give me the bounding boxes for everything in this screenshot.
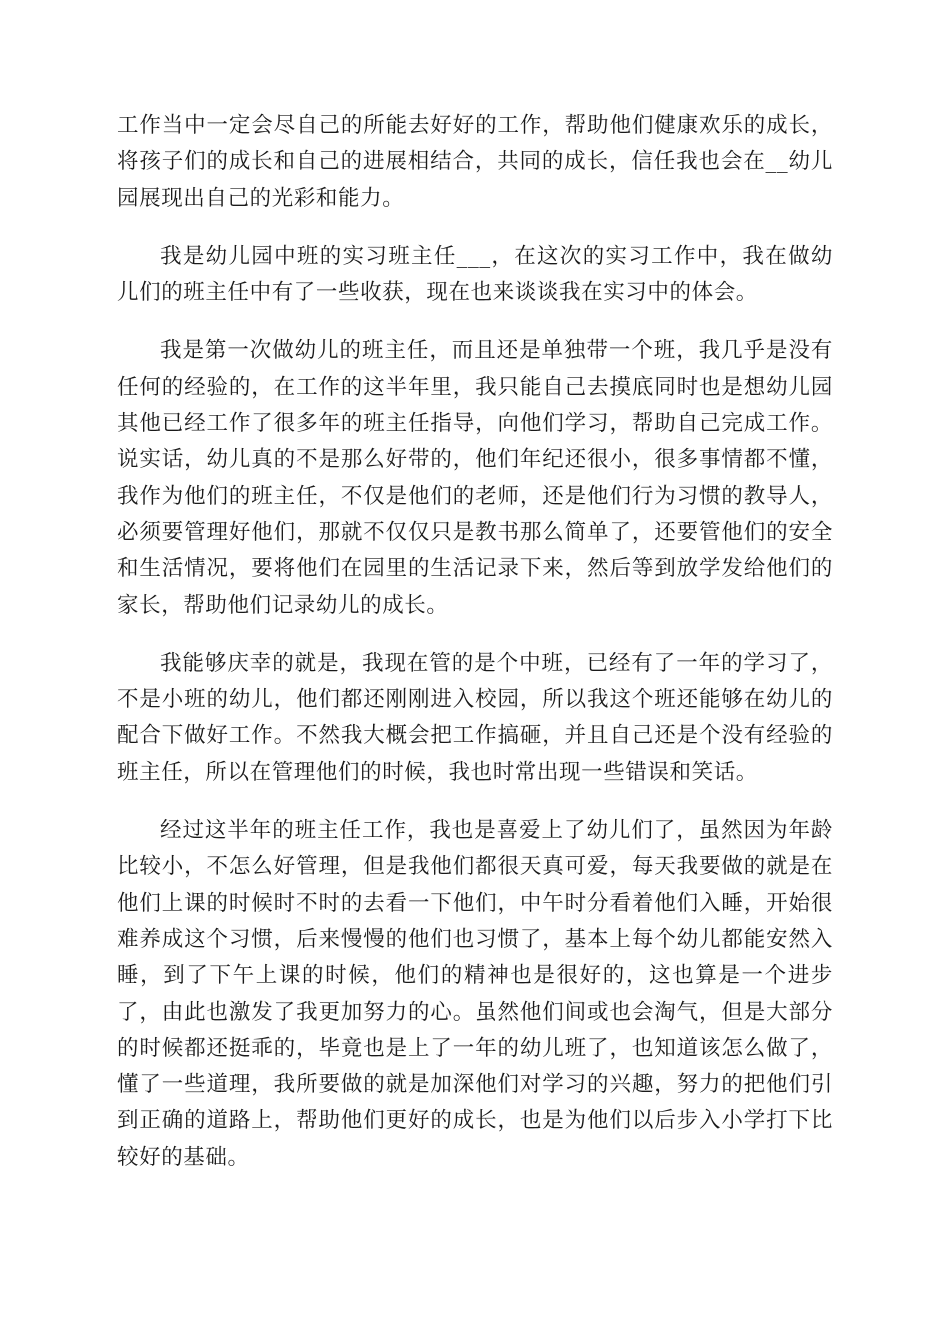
- paragraph-middle-class: 我能够庆幸的就是，我现在管的是个中班，已经有了一年的学习了，不是小班的幼儿，他们都还刚刚进入校园，所以我这个班还能够在幼儿的配合下做好工作。不然我大概会把工作搞砸，并且自己还是个没有经验的班主任，所以在管理他们的时候，我也时常出现一些错误和笑话。: [117, 650, 833, 785]
- paragraph-reflection: 经过这半年的班主任工作，我也是喜爱上了幼儿们了，虽然因为年龄比较小，不怎么好管理，但是我他们都很天真可爱，每天我要做的就是在他们上课的时候时不时的去看一下他们，中午时分看着他们入睡，开始很难养成这个习惯，后来慢慢的他们也习惯了，基本上每个幼儿都能安然入睡，到了下午上课的时候，他们的精神也是很好的，这也算是一个进步了，由此也激发了我更加努力的心。虽然他们间或也会淘气，但是大部分的时候都还挺乖的，毕竟也是上了一年的幼儿班了，也知道该怎么做了，懂了一些道理，我所要做的就是加深他们对学习的兴趣，努力的把他们引到正确的道路上，帮助他们更好的成长，也是为他们以后步入小学打下比较好的基础。: [117, 818, 833, 1170]
- paragraph-intro: 我是幼儿园中班的实习班主任___，在这次的实习工作中，我在做幼儿们的班主任中有了一些收获，现在也来谈谈我在实习中的体会。: [117, 243, 833, 306]
- paragraph-continued: 工作当中一定会尽自己的所能去好好的工作，帮助他们健康欢乐的成长，将孩子们的成长和自己的进展相结合，共同的成长，信任我也会在__幼儿园展现出自己的光彩和能力。: [117, 113, 833, 211]
- paragraph-experience: 我是第一次做幼儿的班主任，而且还是单独带一个班，我几乎是没有任何的经验的，在工作的这半年里，我只能自己去摸底同时也是想幼儿园其他已经工作了很多年的班主任指导，向他们学习，帮助自己完成工作。说实话，幼儿真的不是那么好带的，他们年纪还很小，很多事情都不懂，我作为他们的班主任，不仅是他们的老师，还是他们行为习惯的教导人，必须要管理好他们，那就不仅仅只是教书那么简单了，还要管他们的安全和生活情况，要将他们在园里的生活记录下来，然后等到放学发给他们的家长，帮助他们记录幼儿的成长。: [117, 338, 833, 618]
- document-body: [117, 108, 833, 1198]
